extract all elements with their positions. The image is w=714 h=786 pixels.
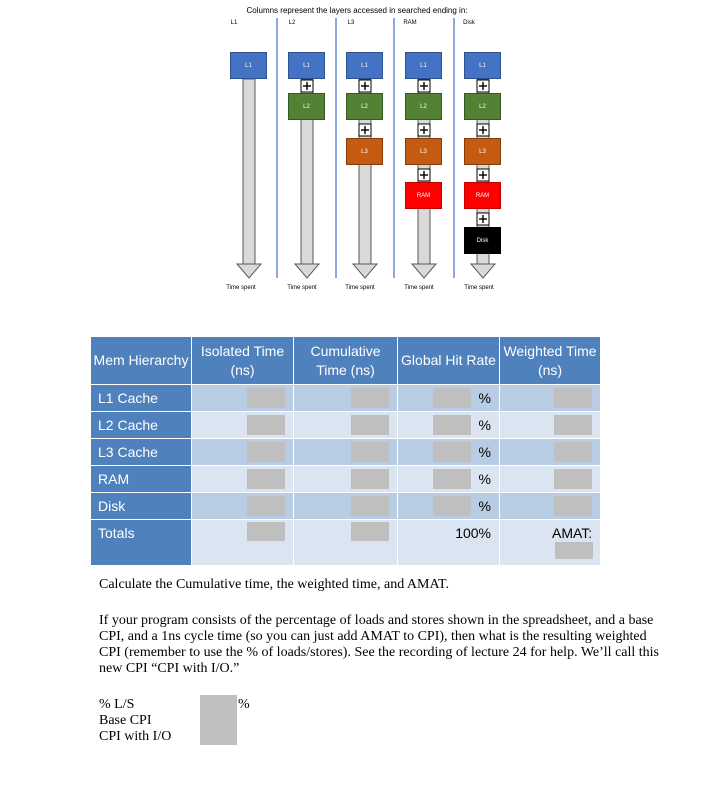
block-l1: L1 xyxy=(405,52,442,79)
amat-label: AMAT: xyxy=(552,525,593,541)
hit-rate-cell xyxy=(398,493,500,520)
block-l3: L3 xyxy=(464,138,501,165)
table-row xyxy=(91,466,601,493)
time-spent-label: Time spent xyxy=(226,285,256,291)
block-l2: L2 xyxy=(405,93,442,120)
cumulative-total-input[interactable] xyxy=(351,522,389,541)
isolated-time-cell xyxy=(192,385,294,412)
cumulative-time-cell xyxy=(294,493,398,520)
percent-sign: % xyxy=(478,498,491,514)
hit-rate-cell xyxy=(398,412,500,439)
table-row xyxy=(91,412,601,439)
weighted-time-cell xyxy=(500,385,601,412)
ls-percent-label: % L/S xyxy=(99,697,135,712)
table-row xyxy=(91,385,601,412)
column-header-l1: L1 xyxy=(230,20,238,26)
cumulative-time-input[interactable] xyxy=(351,469,389,489)
row-label: L2 Cache xyxy=(91,412,192,439)
block-disk: Disk xyxy=(464,227,501,254)
isolated-total-cell xyxy=(192,520,294,566)
isolated-time-cell xyxy=(192,412,294,439)
hit-rate-input[interactable] xyxy=(433,469,471,489)
time-spent-label: Time spent xyxy=(404,285,434,291)
weighted-time-input[interactable] xyxy=(554,388,592,408)
isolated-time-cell xyxy=(192,439,294,466)
header-global-hit-rate: Global Hit Rate xyxy=(398,337,500,385)
cumulative-time-input[interactable] xyxy=(351,496,389,516)
time-spent-label: Time spent xyxy=(287,285,317,291)
time-spent-label: Time spent xyxy=(464,285,494,291)
percent-sign: % xyxy=(478,444,491,460)
hit-rate-input[interactable] xyxy=(433,415,471,435)
block-l1: L1 xyxy=(288,52,325,79)
hit-rate-total-cell xyxy=(398,520,500,566)
down-arrow-icon xyxy=(237,264,261,278)
cpi-input-box[interactable] xyxy=(200,695,237,745)
isolated-time-input[interactable] xyxy=(247,496,285,516)
down-arrow-icon xyxy=(295,264,319,278)
block-l1: L1 xyxy=(464,52,501,79)
block-ram: RAM xyxy=(464,182,501,209)
ls-percent-sign: % xyxy=(238,697,250,712)
hit-rate-total: 100% xyxy=(455,525,491,541)
header-mem-hierarchy: Mem Hierarchy xyxy=(91,337,192,385)
hit-rate-cell xyxy=(398,385,500,412)
weighted-time-cell xyxy=(500,493,601,520)
memory-layer-diagram xyxy=(0,0,714,300)
cumulative-time-cell xyxy=(294,385,398,412)
hit-rate-cell xyxy=(398,466,500,493)
percent-sign: % xyxy=(478,471,491,487)
down-arrow-icon xyxy=(471,264,495,278)
column-header-l3: L3 xyxy=(347,20,355,26)
hit-rate-cell xyxy=(398,439,500,466)
time-shaft xyxy=(243,79,255,264)
column-header-l2: L2 xyxy=(288,20,296,26)
table-row xyxy=(91,493,601,520)
hit-rate-input[interactable] xyxy=(433,442,471,462)
cumulative-time-cell xyxy=(294,439,398,466)
block-l1: L1 xyxy=(346,52,383,79)
block-l2: L2 xyxy=(346,93,383,120)
weighted-time-input[interactable] xyxy=(554,469,592,489)
down-arrow-icon xyxy=(412,264,436,278)
instruction-paragraph: If your program consists of the percentage of loads and stores shown in the spreadsheet, and a base CPI, and a 1ns cycle time (so you can just add AMAT to CPI), then what is the resulting weighted CPI (remember to use the % of loads/stores). See the recording of lecture 24 for help. We’ll call this new CPI “CPI with I/O.” xyxy=(99,613,659,676)
weighted-time-cell xyxy=(500,412,601,439)
weighted-time-cell xyxy=(500,439,601,466)
weighted-time-input[interactable] xyxy=(554,442,592,462)
hit-rate-input[interactable] xyxy=(433,496,471,516)
totals-row xyxy=(91,520,601,566)
cumulative-time-input[interactable] xyxy=(351,415,389,435)
isolated-time-input[interactable] xyxy=(247,442,285,462)
cumulative-time-cell xyxy=(294,466,398,493)
hit-rate-input[interactable] xyxy=(433,388,471,408)
cumulative-time-input[interactable] xyxy=(351,442,389,462)
block-l1: L1 xyxy=(230,52,267,79)
weighted-time-input[interactable] xyxy=(554,415,592,435)
table-row xyxy=(91,439,601,466)
percent-sign: % xyxy=(478,417,491,433)
block-l2: L2 xyxy=(288,93,325,120)
header-weighted-time: Weighted Time (ns) xyxy=(500,337,601,385)
header-cumulative-time: Cumulative Time (ns) xyxy=(294,337,398,385)
cumulative-time-input[interactable] xyxy=(351,388,389,408)
row-label: RAM xyxy=(91,466,192,493)
base-cpi-label: Base CPI xyxy=(99,713,152,728)
block-l2: L2 xyxy=(464,93,501,120)
weighted-time-input[interactable] xyxy=(554,496,592,516)
time-spent-label: Time spent xyxy=(345,285,375,291)
totals-label: Totals xyxy=(91,520,192,566)
row-label: L3 Cache xyxy=(91,439,192,466)
isolated-time-cell xyxy=(192,493,294,520)
diagram-caption: Columns represent the layers accessed in searched ending in: xyxy=(246,6,468,15)
down-arrow-icon xyxy=(353,264,377,278)
row-label: L1 Cache xyxy=(91,385,192,412)
isolated-total-input[interactable] xyxy=(247,522,285,541)
memory-hierarchy-table xyxy=(90,336,601,566)
isolated-time-cell xyxy=(192,466,294,493)
instruction-line: Calculate the Cumulative time, the weighted time, and AMAT. xyxy=(99,577,450,592)
amat-cell xyxy=(500,520,601,566)
header-isolated-time: Isolated Time (ns) xyxy=(192,337,294,385)
row-label: Disk xyxy=(91,493,192,520)
weighted-time-cell xyxy=(500,466,601,493)
isolated-time-input[interactable] xyxy=(247,415,285,435)
cumulative-total-cell xyxy=(294,520,398,566)
isolated-time-input[interactable] xyxy=(247,388,285,408)
cpi-with-io-label: CPI with I/O xyxy=(99,729,172,744)
isolated-time-input[interactable] xyxy=(247,469,285,489)
column-header-ram: RAM xyxy=(403,20,417,26)
table-header-row xyxy=(91,337,601,385)
amat-input[interactable] xyxy=(555,542,593,559)
block-l3: L3 xyxy=(346,138,383,165)
block-ram: RAM xyxy=(405,182,442,209)
block-l3: L3 xyxy=(405,138,442,165)
percent-sign: % xyxy=(478,390,491,406)
cumulative-time-cell xyxy=(294,412,398,439)
column-header-disk: Disk xyxy=(463,20,475,26)
